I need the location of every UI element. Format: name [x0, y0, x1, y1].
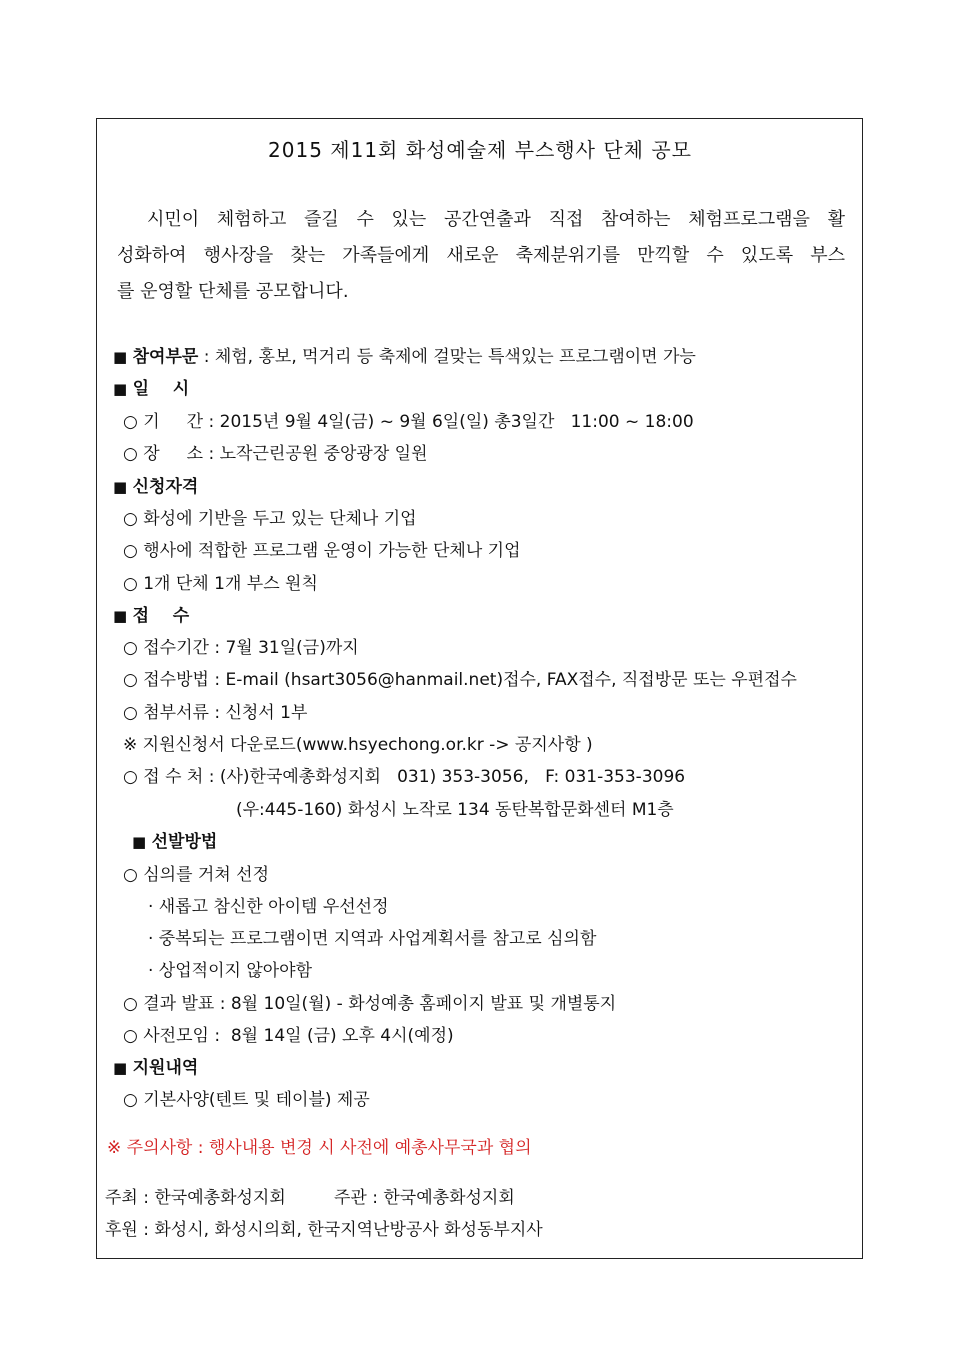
schedule-heading-line — [113, 377, 189, 401]
participation-text: : 체험, 홍보, 먹거리 등 축제에 걸맞는 특색있는 프로그램이면 가능 — [198, 347, 696, 367]
selection-criterion: · 상업적이지 않아야함 — [148, 961, 313, 981]
schedule-period: ○ 기 간 : 2015년 9월 4일(금) ~ 9월 6일(일) 총3일간 11:00 ~ 18:00 — [123, 412, 694, 432]
square-bullet-icon: ■ — [113, 1059, 128, 1077]
selection-item: ○ 심의를 거쳐 선정 — [123, 865, 269, 885]
footer-sponsor: 후원 : 화성시, 화성시의회, 한국지역난방공사 화성동부지사 — [105, 1220, 543, 1240]
eligibility-item: ○ 행사에 적합한 프로그램 운영이 가능한 단체나 기업 — [123, 541, 521, 561]
participation-heading: 참여부문 — [132, 347, 199, 367]
eligibility-heading-line — [113, 475, 198, 499]
reception-documents: ○ 첨부서류 : 신청서 1부 — [123, 703, 308, 723]
square-bullet-icon: ■ — [113, 348, 128, 366]
notice-line: ※ 주의사항 : 행사내용 변경 시 사전에 예총사무국과 협의 — [107, 1138, 532, 1158]
participation-line — [113, 345, 696, 369]
reception-heading: 접 수 — [132, 606, 190, 626]
reception-address: (우:445-160) 화성시 노작로 134 동탄복합문화센터 M1층 — [236, 800, 674, 820]
intro-line-2: 성화하여 행사장을 찾는 가족들에게 새로운 축제분위기를 만끽할 수 있도록 부스 — [117, 245, 845, 266]
footer-host: 주최 : 한국예총화성지회 — [105, 1188, 286, 1208]
selection-meeting: ○ 사전모임 : 8월 14일 (금) 오후 4시(예정) — [123, 1026, 454, 1046]
eligibility-item: ○ 1개 단체 1개 부스 원칙 — [123, 574, 318, 594]
intro-line-1: 시민이 체험하고 즐길 수 있는 공간연출과 직접 참여하는 체험프로그램을 활 — [147, 209, 845, 230]
selection-criterion: · 새롭고 참신한 아이템 우선선정 — [148, 897, 389, 917]
square-bullet-icon: ■ — [113, 607, 128, 625]
reception-period: ○ 접수기간 : 7월 31일(금)까지 — [123, 638, 359, 658]
selection-heading-line — [132, 830, 217, 854]
schedule-heading: 일 시 — [132, 379, 190, 399]
reception-download-note: ※ 지원신청서 다운로드(www.hsyechong.or.kr -> 공지사항 ) — [123, 735, 593, 755]
selection-criterion: · 중복되는 프로그램이면 지역과 사업계획서를 참고로 심의함 — [148, 929, 597, 949]
selection-result: ○ 결과 발표 : 8월 10일(월) - 화성예총 홈페이지 발표 및 개별통지 — [123, 994, 617, 1014]
eligibility-item: ○ 화성에 기반을 두고 있는 단체나 기업 — [123, 509, 417, 529]
reception-office: ○ 접 수 처 : (사)한국예총화성지회 031) 353-3056, F: 031-353-3096 — [123, 767, 686, 787]
support-item: ○ 기본사양(텐트 및 테이블) 제공 — [123, 1090, 370, 1110]
footer-organizer: 주관 : 한국예총화성지회 — [334, 1188, 515, 1208]
schedule-place: ○ 장 소 : 노작근린공원 중앙광장 일원 — [123, 444, 428, 464]
square-bullet-icon: ■ — [132, 833, 147, 851]
support-heading: 지원내역 — [132, 1058, 199, 1078]
intro-line-3: 를 운영할 단체를 공모합니다. — [117, 281, 349, 302]
reception-method: ○ 접수방법 : E-mail (hsart3056@hanmail.net)접수, FAX접수, 직접방문 또는 우편접수 — [123, 670, 797, 690]
eligibility-heading: 신청자격 — [132, 477, 199, 497]
selection-heading: 선발방법 — [151, 832, 218, 852]
support-heading-line — [113, 1056, 198, 1080]
document-title: 2015 제11회 화성예술제 부스행사 단체 공모 — [268, 138, 692, 162]
square-bullet-icon: ■ — [113, 380, 128, 398]
square-bullet-icon: ■ — [113, 478, 128, 496]
reception-heading-line — [113, 604, 189, 628]
